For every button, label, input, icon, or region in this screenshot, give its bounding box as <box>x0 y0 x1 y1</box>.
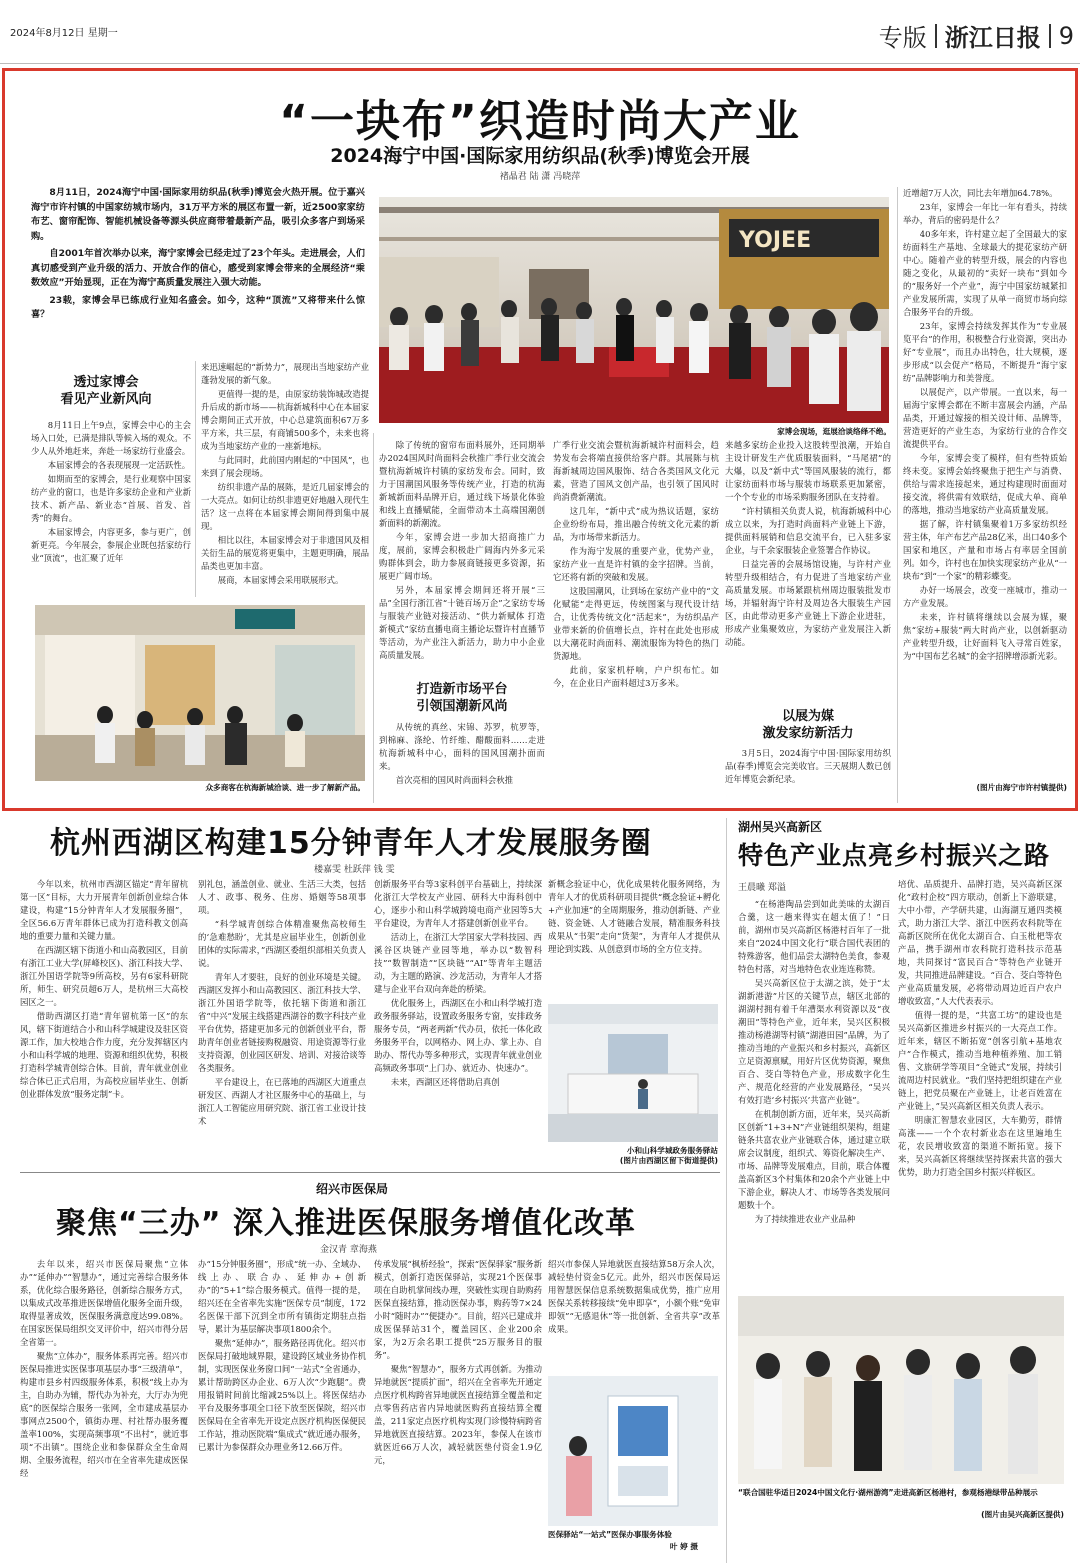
expo-crowd-illustration <box>379 197 889 423</box>
service-station-caption: 小和山科学城政务服务驿站 (图片由西湖区留下街道提供) <box>619 1146 718 1165</box>
insurance-station-illustration <box>548 1376 718 1526</box>
shaoxing-column <box>198 1258 366 1558</box>
paragraph: 相比以往，本届家博会对于非遗国风及相关衍生品的展览将更集中，主题更明确，展品品类也更加丰富。 <box>201 535 369 571</box>
paragraph: 培优、品质提升、品牌打造，吴兴高新区深化“政村企校”四方联动，创新上下游联建，大中小带，产学研共建，山海湖互通四类模式，助力浙江大学、浙江中医药农科院等在高新区院所在优化太湖百合、白玉枇杷等农产品，携手湖州市农科院打造科技示范基地，共同探讨“富民百合”等特色产业链开发，共同推进品牌建设。“百合、茭白等特色产业高质量发展，必将带动周边近百户农户增收致富，”人大代表表示。 <box>898 879 1062 1006</box>
paragraph: 从传统的真丝、宋锦、苏罗，杭罗等，到棉麻、涤纶、竹纤维、醋酸面料……走进杭海新城科中心，面料的国风国潮扑面而来。 <box>379 722 545 771</box>
paragraph: 23年，家博会持续发挥其作为“专业展览平台”的作用，积极整合行业资源，突出办好“专业展”，而且办出特色，壮大规模，逐步形成“以会促产”格局，不断提升“海宁家纺”品牌影响力和美誉度。 <box>903 321 1067 383</box>
paragraph: 来越多家纺企业投入这股转型浪潮，开始自主设计研发生产优质服装面料，“马尾裙”的大爆，以及“新中式”等国风服装的流行，都让家纺面料市场与服装市场联系更加紧密，一个个专业的市场采购服务团队在支持着。 <box>725 440 891 502</box>
showroom-photo <box>35 605 365 781</box>
paragraph: “许村镇相关负责人说，杭海新城科中心成立以来，为打造时尚面料产业链上下游，提供面料展销和信息交流平台，已入驻多家企业，与千余家服装企业签署合作协议。 <box>725 506 891 555</box>
paragraph: 3月5日，2024海宁中国·国际家用纺织品(春季)博览会完美收官。三天展期人数已创近年博览会新纪录。 <box>725 748 891 784</box>
hangzhou-column <box>20 878 188 1168</box>
paragraph: 今年，家博会进一步加大招商推广力度，展前，家博会积极赴广阔海内外多元采购群体到会，助力参展商链接更多资源，拓展更广阔市场。 <box>379 532 545 581</box>
svg-text:YOJEE: YOJEE <box>739 228 812 253</box>
paragraph: 活动上，在浙江大学国家大学科技园、西溪谷区块链产业园等地，举办以“数智科技”“数智制造”“区块链”“AI”等青年主题活动，为主题的路演、沙龙活动，为青年人才搭建与企业平台双向奔赴的桥梁。 <box>374 932 542 994</box>
paragraph: 绍兴市参保人异地就医直接结算58万余人次，减轻垫付资金5亿元。此外，绍兴市医保局运用智慧医保信息系统数据集成优势，推广应用医保关系转移接续“免申即享”，小额个账“免审即领”“无感退休”等一批创新、全省共享”改革成果。 <box>548 1259 720 1334</box>
paragraph: 本届家博会，内容更多，参与更广，创新更亮。今年展会，参展企业既包括家纺行业“顶流”，也汇聚了近年 <box>31 527 191 563</box>
paragraph: 首次亮相的国风时尚面料会秋推 <box>395 775 514 785</box>
paragraph: 新概念验证中心，优化成果转化服务网络，为青年人才的优质科研项目提供“概念验证+孵化+产业加速”的全周期服务，推动创新链、产业链、资金链、人才链融合发展，精准服务科技成果从“书架”走向“货架”，为青年人才提供从理论到实践、从创意到市场的全方位支持。 <box>548 879 720 954</box>
column-rule <box>726 818 727 1563</box>
feature-column <box>903 187 1067 777</box>
newspaper-name: 浙江日报 <box>944 23 1041 52</box>
paragraph: 23年，家博会一年比一年有看头，持续举办，背后的密码是什么？ <box>903 202 1067 225</box>
paragraph: 借助西湖区打造“青年留杭第一区”的东风，辖下街道结合小和山科学城建设及驻区资源工作，加大校地合作力度，充分发挥辖区内小和山科学城的地理、资源和组织优势，积极打造科学城青创综合体。目前，青年就业创业综合体已正式启用，为高校应届毕业生、创新创业群体发放“服务定制”卡。 <box>20 1011 188 1099</box>
paragraph: 40多年来，许村建立起了全国最大的家纺面料生产基地、全球最大的提花家纺产研中心。随着产业的转型升级，展会的内容也随之变化，从最初的“卖好一块布”到如今的“服务好一个产业”，海宁中国家纺城紧扣产业发展所需，实现了从单一商贸市场向综合服务平台的升级。 <box>903 229 1067 317</box>
shaoxing-column <box>374 1258 542 1558</box>
feature-column <box>553 439 719 801</box>
delegation-photo-caption: “联合国驻华适日2024中国文化行·湖州游湾”走进高新区杨港村，参观杨港绿带品种展示 <box>738 1488 1038 1497</box>
lead-paragraph: 自2001年首次举办以来，海宁家博会已经走过了23个年头。走进展会，人们真切感受到产业升级的活力、开放合作的信心，感受到家博会带来的全展经济“乘数效应”开始显现，正在为海宁高质量发展注入强大动能。 <box>31 248 365 288</box>
shaoxing-story-kicker: 绍兴市医保局 <box>316 1182 389 1196</box>
page-number: 9 <box>1058 21 1074 50</box>
hangzhou-story-title: 杭州西湖区构建15分钟青年人才发展服务圈 <box>50 826 652 861</box>
feature-column <box>201 361 369 599</box>
feature-column <box>379 721 545 801</box>
paragraph: 去年以来，绍兴市医保局聚焦“立体办”“延伸办”“智慧办”，通过完善综合服务体系，优化综合服务路径，创新综合服务方式，以集成式改革推进医保增值化服务全面升级，取得显著成效，医保服务满意度达99.08%。在国家医保局组织交叉评价中，绍兴市得分居全省第一。 <box>20 1259 188 1347</box>
paragraph: 办“15分钟服务圈”，形成“统一办、全域办、线上办、联合办、延伸办+创新办”的“5+1”综合服务模式。值得一提的是，绍兴还在全省率先实施“医保专员”制度，172名医保干部下沉到全市所有镇街定期驻点指导，累计为基层解决事项1800余个。 <box>198 1259 366 1334</box>
paragraph: 青年人才要驻，良好的创业环境是关键。西湖区发挥小和山高教园区、浙江科技大学、浙江外国语学院等，依托辖下街道和浙江省“中兴”发展主线搭建西湖谷的数字科技产业平台优势，搭建更加多元的创新创业平台，帮助青年创业者链接购税融资、用途资源等行业支持资源，创业园区研发、培训、对接洽谈等各类服务。 <box>198 972 366 1073</box>
feature-title: “一块布”织造时尚大产业 <box>279 96 801 147</box>
hangzhou-column <box>548 878 720 996</box>
paragraph: 聚焦“延伸办”，服务路径再优化。绍兴市医保局打破地域界限，建设跨区域业务协作机制，实现医保业务窗口间“一站式”全省通办，累计帮助跨区办企业、6万人次“少跑腿”。费用报销时间前比缩减25%以上。将医保结办平台及服务事项全口径下放至医保院，绍兴市医保局在全省率先开设定点医疗机构医保便民工作站，推动医院端“集成式”就近通办服务，已累计为参保群众办理业务12.66万件。 <box>198 1338 366 1452</box>
insurance-station-photo <box>548 1376 718 1526</box>
feature-byline: 褚晶君 陆 潇 冯晓萍 <box>499 172 581 182</box>
wuxing-story-byline: 王晨曦 郑溢 <box>738 883 786 893</box>
paragraph: 以展促产，以产带展。一直以来，每一届海宁家博会都在不断丰富展会内涵，产品品类，开通过嫁接的相关设计师、品牌等，营造更好的产业生态，为家纺行业的合作交流提供平台。 <box>903 387 1067 449</box>
paragraph: 平台建设上，在已落地的西湖区大道重点研发区、西湖人才社区服务中心的基础上，与浙江人工智能应用研究院、浙江省工业设计技术 <box>198 1077 366 1126</box>
delegation-photo-credit: (图片由吴兴高新区提供) <box>981 1510 1064 1519</box>
showroom-photo-caption: 众多商客在杭海新城洽谈、进一步了解新产品。 <box>205 783 365 792</box>
feature-article <box>2 68 1078 811</box>
section-heading <box>31 374 181 408</box>
paragraph: 此前，家家机杼响，户户织布忙。如今，在企业日产面料超过3万多米。 <box>553 665 719 688</box>
column-rule <box>897 187 898 803</box>
feature-subtitle: 2024海宁中国·国际家用纺织品(秋季)博览会开展 <box>330 145 750 167</box>
masthead-right <box>879 18 1074 53</box>
section-heading <box>379 681 545 715</box>
wuxing-story-title: 特色产业点亮乡村振兴之路 <box>738 841 1051 870</box>
paragraph: 吴兴高新区位于太湖之滨，处于“太湖新港游”片区的关键节点，辖区北部的湖湖村拥有着千年漕渠水利资源以及“夜潮田”等特色产业，近年来，吴兴区积极推动杨港湖等村镇“湖港田园”品牌，为了推动当地的产业振兴和乡村振兴，高新区立足资源禀赋，用好片区优势资源，聚焦百合、茭白等特色产业，形成数字化生产、规范化经营的产业发展路径，“吴兴有效打造‘乡村振兴’共富产业链”。 <box>738 978 890 1105</box>
paragraph: 展商，本届家博会采用联展形式。 <box>217 575 344 585</box>
section-heading-text: 以展为媒 激发家纺新活力 <box>762 709 854 741</box>
paragraph: 别礼包，涵盖创业、就业、生活三大类，包括人才、政事、税务、住房、婚姻等58项事项。 <box>198 879 366 915</box>
paragraph: 如期而至的家博会，是行业观察中国家纺产业的窗口，也是许多家纺企业和产业新技术、新产品、新业态“首展、首发、首秀”的舞台。 <box>31 474 191 523</box>
insurance-station-credit: 叶 婷 摄 <box>669 1542 698 1551</box>
paragraph: 优化服务上，西湖区在小和山科学城打造政务服务驿站，设置政务服务专窗，安排政务服务专员，“两老两新”代办员，依托一体化政务服务平台，以网格办、网上办、掌上办、自助办、帮代办等多种形式，实现青年就业创业高频政务事项“上门办、就近办、快速办”。 <box>374 998 542 1073</box>
paragraph: 办好一场展会，改变一座城市，推动一方产业发展。 <box>903 585 1067 608</box>
paragraph: 与此同时，此前国内刚起的“中国风”，也来到了展会现场。 <box>201 455 369 478</box>
masthead-divider <box>1049 24 1051 48</box>
paragraph: 值得一提的是，“共富工坊”的建设也是吴兴高新区推进乡村振兴的一大亮点工作。近年来，辖区不断拓宽“创客引航+基地农户”合作模式，推动当地种植养殖、加工销售、文旅研学等项目“全链式”发展，持续引流周边村民就业。“我们坚持把组织建在产业链上，把党员聚在产业链上，让老百姓富在产业链上，”吴兴高新区相关负责人表示。 <box>898 1010 1062 1111</box>
paragraph: 今年以来，杭州市西湖区锚定“青年留杭第一区”目标，大力开展青年创新创业综合体建设，构建“15分钟青年人才发展服务圈”，全区56.6万青年群体已成为打造科教文创高地的重要力量和关键力量。 <box>20 879 188 941</box>
hangzhou-column <box>374 878 542 1168</box>
paragraph: 明康汇智慧农业园区，大车勤劳，群情高涨——一个个农村新业态在这里遍地生花，农民增收致富的渠道不断拓宽。接下来，吴兴高新区将继续坚持探索共富的强大优势，助力打造全国乡村振兴样板区。 <box>898 1115 1062 1177</box>
hangzhou-story-byline: 楼嘉雯 杜跃萍 钱 雯 <box>314 865 395 875</box>
paragraph: 广季行业交流会暨杭海新城许村面料会，趋势发布会将端直接供给客户群。其展陈与杭海新城周边国风服饰、结合各类国风文化元素，营造了国风文创产品，也引领了国风时尚消费新潮流。 <box>553 440 719 502</box>
paragraph: 聚焦“智慧办”，服务方式再创新。为推动异地就医“提质扩面”，绍兴在全省率先开通定点医疗机构跨省异地就医直接结算全覆盖和定点零售药店省内异地就医购药直接结算全覆盖，211家定点医疗机构实现门诊慢特病跨省异地就医直接结算。2023年，参保人在该市就医近66万人次，减轻就医垫付资金1.9亿元， <box>374 1364 542 1465</box>
expo-crowd-photo <box>379 197 889 423</box>
section-heading-text: 打造新市场平台 引领国潮新风尚 <box>416 682 508 714</box>
paragraph: 来迅速崛起的“新势力”，展现出当地家纺产业蓬勃发展的新气象。 <box>201 362 369 385</box>
paragraph: 本届家博会的各表现展现一定活跃性。 <box>47 460 191 470</box>
paragraph: 在西湖区辖下街道小和山高教园区，目前有浙江工业大学(屏峰校区)、浙江科技大学、浙江外国语学院等9所高校，另有6家科研院所，师生、研究员超6万人，是杭州三大高校园区之一。 <box>20 945 188 1007</box>
paragraph: “在杨港陶品尝到如此美味的太湖百合羹，这一趟来得实在超太值了！”日前，湖州市吴兴高新区杨港村百年了一批来自“2024中国文化行”联合国代表团的特殊游客，他们品尝太湖特色美食，参观特色村落，对当地特色农业连连称赞。 <box>738 899 890 974</box>
paragraph: 未来，西湖区还将借助启真创 <box>390 1077 500 1087</box>
paragraph: 除了传统的窗帘布面料展外，还同期举办2024国风时尚面料会秋推广季行业交流会暨杭海新城许村镇的家纺发布会。同时，致力于国潮国风服务等传统产业，打造的杭海新城新面料品牌开启，通过线下场景化体验和线上直播赋能，全面带动本土高端国潮创新面料的新潮流。 <box>379 440 545 528</box>
paragraph: 未来，许村镇将继续以会展为媒，聚焦“家纺+服装”两大时尚产业，以创新驱动产业转型升级，让好面料飞入寻常百姓家，为“中国布艺名城”的金字招牌增添新光彩。 <box>903 612 1067 661</box>
section-heading <box>725 708 891 742</box>
paragraph: 这几年，“新中式”成为热议话题，家纺企业纷纷布局，推出融合传统文化元素的新品，为市场带来新活力。 <box>553 506 719 542</box>
feature-column <box>725 747 891 803</box>
column-rule <box>373 433 374 803</box>
expo-photo-caption: 家博会现场，逛展洽谈络绎不绝。 <box>777 427 891 436</box>
section-heading-text: 透过家博会 看见产业新风向 <box>60 375 152 407</box>
wuxing-column <box>738 898 890 1286</box>
paragraph: 今年，家博会变了模样，但有些特质始终未变。家博会始终聚焦于把生产与消费、供给与需求连接起来，通过构建现时面面对接交流，将供需有效联结，促成大单、商单的落地，推动当地家纺产业高质量发展。 <box>903 453 1067 515</box>
shaoxing-column <box>20 1258 188 1558</box>
wuxing-column <box>898 878 1062 1286</box>
paragraph: 纺织非遗产品的展陈，是近几届家博会的一大亮点。如何让纺织非遗更好地融入现代生活？这一点将在本届家博会期间得到集中展现。 <box>201 482 369 531</box>
paragraph: 这股国潮风，让到场在家纺产业中的“文化赋能”走得更远，传统图案与现代设计结合，让优秀传统文化“活起来”，为纺织品产业带来新的价值增长点，许村在此处也形成以大潮花时尚面料、潮流服饰为特色的热门货源地。 <box>553 586 719 661</box>
page-masthead <box>0 0 1080 64</box>
column-rule <box>195 361 196 597</box>
showroom-illustration <box>35 605 365 781</box>
paragraph: 据了解，许村镇集聚着1万多家纺织经营主体，年产布艺产品28亿米，出口40多个国家和地区，产量和市场占有率居全国前列。如今，许村也在加快实现家纺产业从“一块布”到“一个家”的精彩蝶变。 <box>903 519 1067 581</box>
insurance-station-caption: 医保驿站“一站式”医保办事服务体验 <box>548 1530 672 1539</box>
issue-date: 2024年8月12日 星期一 <box>10 28 118 39</box>
delegation-photo <box>738 1296 1064 1484</box>
paragraph: 创新服务平台等3家科创平台基础上，持续深化浙江大学校友产业园、研科大中海科创中心，逐步小和山科学城跨境电商产业园等5大平台建设，为青年人才搭建创新创业平台。 <box>374 879 542 928</box>
masthead-divider <box>935 24 937 48</box>
hangzhou-column <box>198 878 366 1168</box>
section-label: 专版 <box>878 24 927 52</box>
paragraph: 8月11日上午9点，家博会中心的主会场入口处，已满是排队等候入场的观众。不少人从外地赶来，奔赴一场家纺行业盛会。 <box>31 420 191 456</box>
paragraph: 在机制创新方面，近年来，吴兴高新区创新“1+3+N”产业链组织架构，组建链条共富农业产业链联合体，通过建立联席会议制度，组织式、筹资化解决生产、市场、品牌等发展难点，目前，联合体覆盖高新区3个村集体和20余个产业链上中下游企业，解决人才、市场等各类发展问题数十个。 <box>738 1109 890 1210</box>
wuxing-story-kicker: 湖州吴兴高新区 <box>738 820 823 834</box>
paragraph: “科学城青创综合体精准聚焦高校师生的‘急难愁盼’，尤其是应届毕业生，创新创业团体的实际需求，”西湖区委组织部相关负责人说。 <box>198 919 366 968</box>
feature-column <box>31 419 191 599</box>
paragraph: 聚焦“立体办”，服务体系再完善。绍兴市医保局推进实医保事项基层办事“三级清单”，构建市县乡村四级服务体系，积极“线上办为主，自助办为辅，帮代办为补充，大厅办为兜底”的医保综合服务一张网，全市建成基层办事网点2500个，镇街办理、村社帮办服务覆盖率100%，实现高频事项“不出村”，就近事项“不出镇”。围绕企业和参保群众全生命周期、全服务流程，绍兴市在全省率先建成医保经 <box>20 1351 188 1478</box>
shaoxing-column <box>548 1258 720 1368</box>
feature-column <box>725 439 891 707</box>
shaoxing-story-byline: 金汉青 章海燕 <box>320 1245 377 1255</box>
paragraph: 更值得一提的是，由原家纺装饰城改造提升后成的新市场——杭海新城科中心在本届家博会期间正式开放，中心总建筑面积67万多平方米，共三层，有商铺500多个，未来也将成为当地家纺产业的一座新地标。 <box>201 389 369 451</box>
lead-paragraph: 23载，家博会早已练成行业知名盛会。如今，这种“顶流”又将带来什么惊喜？ <box>31 294 365 320</box>
paragraph: 另外，本届家博会期间还将开展“三品”全国行浙江省“十链百场万企”之家纺专场与服装产业链对接活动、“供力新赋体 打造新模式”家纺直播电商主播论坛暨许村直播节等活动，为产业注入新活力，助力中小企业高质量发展。 <box>379 585 545 660</box>
lead-paragraph: 8月11日，2024海宁中国·国际家用纺织品(秋季)博览会火热开展。位于嘉兴海宁市许村镇的中国家纺城市场内，31万平方米的展区布置一新，近2500家家纺布艺、窗帘配饰、智能机械设备等源头供应商带着最新产品，吸引众多客户到场采购。 <box>31 187 365 242</box>
shaoxing-story-title: 聚焦“三办” 深入推进医保服务增值化改革 <box>56 1206 636 1241</box>
delegation-illustration <box>738 1296 1064 1484</box>
photo-credit: (图片由海宁市许村镇提供) <box>976 783 1067 792</box>
paragraph: 日益完善的会展场馆设施，与许村产业转型升级相结合，有力促进了当地家纺产业高质量发展。市场紧跟杭州周边服装批发市场，并辐射海宁许村及周边各大服装生产园区，由此带动更多产业链上下游企业进驻，形成产业集聚效应，为家纺产业发展注入新动能。 <box>725 559 891 647</box>
paragraph: 作为海宁发展的重要产业，优势产业，家纺产业一直是许村镇的金字招牌。当前，它还将有新的突破和发展。 <box>553 546 719 582</box>
service-station-illustration <box>548 1004 718 1142</box>
service-station-photo <box>548 1004 718 1142</box>
paragraph: 为了持续推进农业产业品种 <box>754 1214 856 1224</box>
story-divider <box>20 1172 720 1173</box>
paragraph: 近增超7万人次，同比去年增加64.78%。 <box>903 188 1058 198</box>
paragraph: 传承发展“枫桥经验”，探索“医保驿家”服务新模式，创新打造医保驿站，实现21个医保事项在自助机掌间线办理，突破性实现自助购药医保直接结算，推动医保办事，购药等7×24小时“随时办”“便捷办”。目前，绍兴已建成并成医保驿站31个，覆盖园区、企业200余家，为2万余名职工提供“25万服务目的服务”。 <box>374 1259 542 1360</box>
